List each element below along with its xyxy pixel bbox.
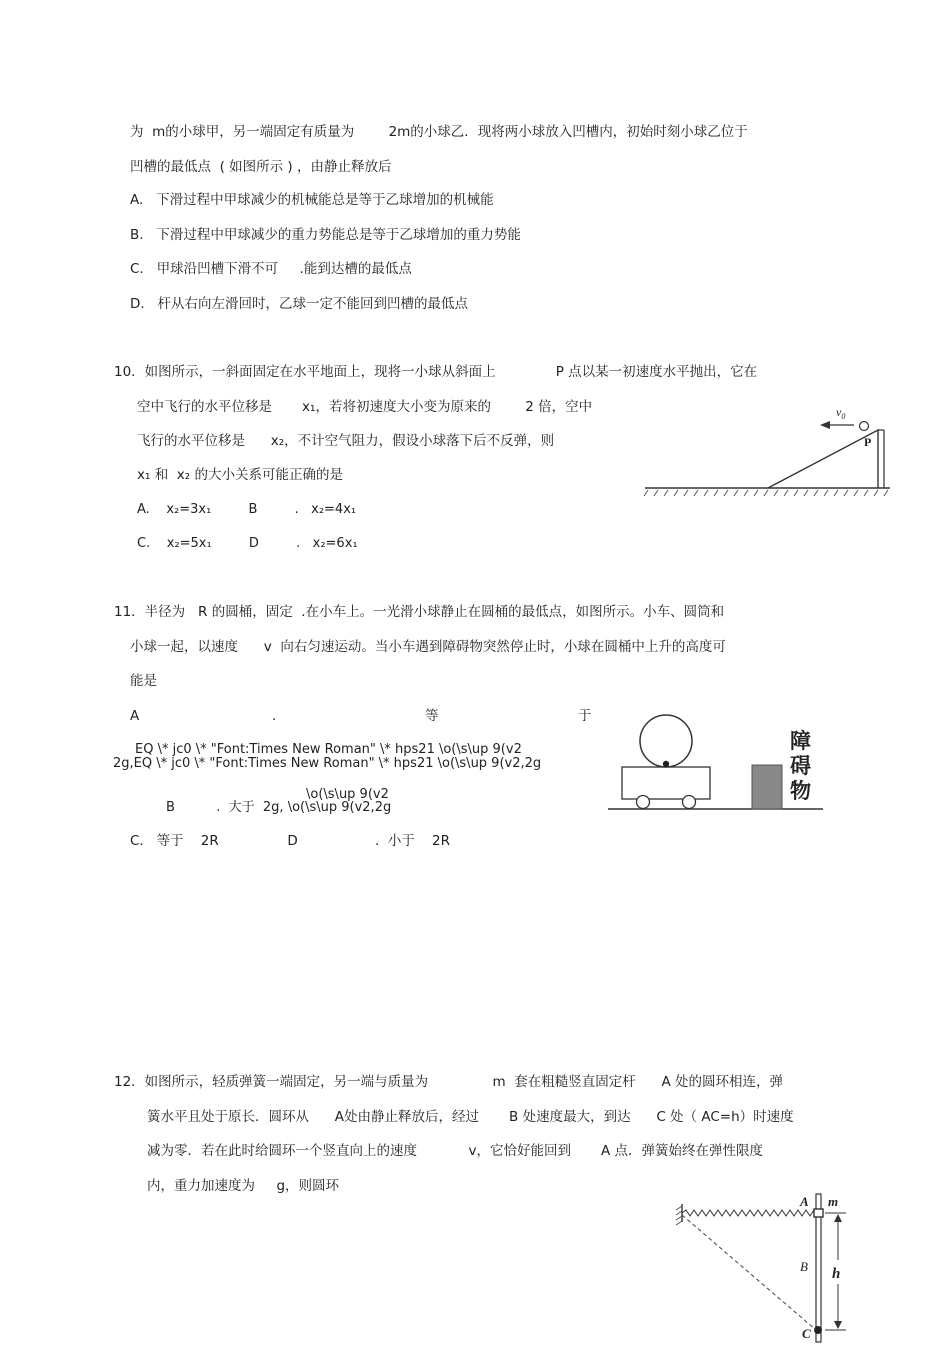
- q11-option-a-char2: 于: [578, 708, 592, 724]
- q12-spring-figure: [668, 1190, 868, 1342]
- q11-eq-field-1: EQ \* jc0 \* "Font:Times New Roman" \* hps21 \o(\s\up 9(v2: [135, 742, 522, 757]
- q10-incline-figure: [640, 400, 900, 500]
- cart-wheel-left: [637, 796, 650, 809]
- h-arrow-up-icon: [834, 1214, 842, 1222]
- label-m: m: [828, 1194, 839, 1209]
- q9-option-b: B. 下滑过程中甲球减少的重力势能总是等于乙球增加的重力势能: [130, 227, 521, 243]
- label-b: B: [800, 1259, 808, 1274]
- q11-eq-field-2: 2g,EQ \* jc0 \* "Font:Times New Roman" \* hps21 \o(\s\up 9(v2,2g: [113, 756, 542, 771]
- p-label: P: [864, 435, 872, 449]
- spring-zigzag: [682, 1210, 816, 1216]
- q11-options-cd: C. 等于 2R D . 小于 2R: [130, 833, 451, 849]
- q12-stem-line2: 簧水平且处于原长．圆环从 A处由静止释放后，经过 B 处速度最大，到达 C 处（ AC=h）时速度: [147, 1109, 794, 1125]
- q10-options-cd: C. x₂=5x₁ D . x₂=6x₁: [137, 536, 358, 551]
- q9-stem-line1: 为 m的小球甲，另一端固定有质量为 2m的小球乙．现将两小球放入凹槽内，初始时刻小球乙位于: [130, 124, 748, 140]
- q11-stem-line1: 11．半径为 R 的圆桶，固定 .在小车上。一光滑小球静止在圆桶的最低点，如图所示。小车、圆筒和: [114, 604, 725, 620]
- cart-wheel-right: [683, 796, 696, 809]
- q11-stem-line3: 能是: [130, 673, 157, 689]
- incline-slope: [768, 430, 878, 488]
- q9-option-a: A. 下滑过程中甲球减少的机械能总是等于乙球增加的机械能: [130, 192, 494, 208]
- barrel-circle: [640, 715, 692, 767]
- label-c: C: [802, 1326, 811, 1341]
- obstacle-label-2: 碍: [790, 754, 811, 778]
- obstacle-label-1: 障: [790, 729, 811, 753]
- obstacle-block: [752, 765, 782, 809]
- q10-stem-line3: 飞行的水平位移是 x₂，不计空气阻力，假设小球落下后不反弹，则: [137, 433, 555, 449]
- ring-at-c: [814, 1326, 822, 1334]
- q10-stem-line4: x₁ 和 x₂ 的大小关系可能正确的是: [137, 467, 343, 483]
- q11-cart-figure: [605, 710, 830, 815]
- velocity-arrow-icon: [820, 421, 830, 429]
- cart-body: [622, 767, 710, 799]
- label-a: A: [800, 1194, 809, 1209]
- q10-stem-line1: 10．如图所示，一斜面固定在水平地面上，现将一小球从斜面上 P 点以某一初速度水平抛出，它在: [114, 364, 758, 380]
- q12-stem-line3: 减为零．若在此时给圆环一个竖直向上的速度 v，它恰好能回到 A 点．弹簧始终在弹性限度: [147, 1143, 764, 1159]
- ball-icon: [860, 422, 869, 431]
- q11-eq-field-3: \o(\s\up 9(v2: [306, 787, 389, 802]
- q11-option-b: B . 大于 2g, \o(\s\up 9(v2,2g: [166, 800, 392, 815]
- q12-stem-line1: 12．如图所示，轻质弹簧一端固定，另一端与质量为 m 套在粗糙竖直固定杆 A 处的圆环相连，弹: [114, 1074, 784, 1090]
- obstacle-label-3: 物: [790, 779, 811, 803]
- q9-option-c: C. 甲球沿凹槽下滑不可 .能到达槽的最低点: [130, 261, 412, 277]
- q10-stem-line2: 空中飞行的水平位移是 x₁，若将初速度大小变为原来的 2 倍，空中: [137, 399, 593, 415]
- h-arrow-down-icon: [834, 1321, 842, 1329]
- ring-at-a: [814, 1209, 823, 1217]
- q9-stem-line2: 凹槽的最低点 ( 如图所示 ) ，由静止释放后: [130, 159, 392, 175]
- spring-dashed-line: [682, 1215, 816, 1330]
- q12-stem-line4: 内，重力加速度为 g，则圆环: [147, 1178, 340, 1194]
- q11-option-a-letter: A: [130, 708, 140, 724]
- q11-stem-line2: 小球一起，以速度 v 向右匀速运动。当小车遇到障碍物突然停止时，小球在圆桶中上升的高度可: [130, 639, 726, 655]
- q11-option-a-dot: .: [272, 708, 277, 724]
- q10-options-ab: A. x₂=3x₁ B . x₂=4x₁: [137, 502, 357, 517]
- v0-label: $v_0$: [836, 405, 846, 421]
- q11-option-a-char1: 等: [425, 708, 439, 724]
- q9-option-d: D. 杆从右向左滑回时，乙球一定不能回到凹槽的最低点: [130, 296, 469, 312]
- label-h: h: [832, 1266, 841, 1282]
- small-ball-icon: [663, 761, 669, 767]
